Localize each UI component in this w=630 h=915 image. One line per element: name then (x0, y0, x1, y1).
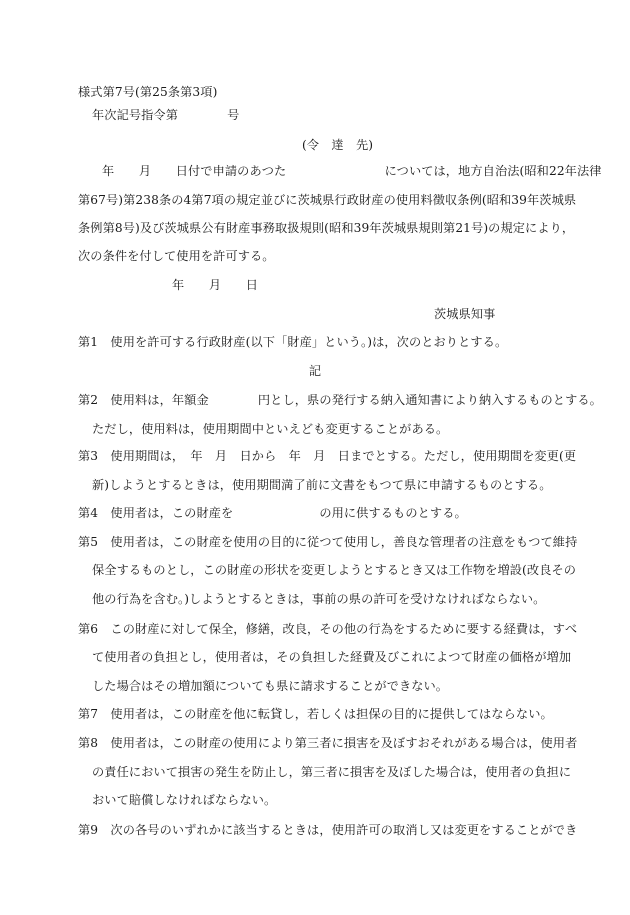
ki-heading: 記 (308, 364, 322, 378)
article-8-continuation: おいて賠償しなければならない。 (92, 793, 277, 807)
article-5-continuation: 保全するものとし，この財産の形状を変更しようとするとき又は工作物を増設(改良その (92, 563, 577, 577)
article-4: 第4 使用者は，この財産を の用に供するものとする。 (78, 506, 467, 520)
article-3-continuation: 新)しようとするときは，使用期間満了前に文書をもつて県に申請するものとする。 (92, 478, 552, 492)
article-2-continuation: ただし，使用料は，使用期間中といえども変更することがある。 (92, 422, 449, 436)
addressee: (令 達 先) (302, 138, 374, 152)
intro-line: 年 月 日付で申請のあつた については，地方自治法(昭和22年法律 (102, 164, 602, 178)
article-5: 第5 使用者は，この財産を使用の目的に従つて使用し，善良な管理者の注意をもつて維持 (78, 535, 578, 549)
reference-number: 年次記号指令第 号 (92, 108, 240, 122)
intro-line: 次の条件を付して使用を許可する。 (78, 249, 275, 263)
article-5-continuation: 他の行為を含む。)しようとするときは，事前の県の許可を受けなければならない。 (92, 592, 546, 606)
intro-line: 条例第8号)及び茨城県公有財産事務取扱規則(昭和39年茨城県規則第21号)の規定により， (78, 221, 575, 235)
article-6-continuation: て使用者の負担とし，使用者は，その負担した経費及びこれによつて財産の価格が増加 (92, 650, 572, 664)
issuer: 茨城県知事 (434, 307, 496, 321)
intro-line: 第67号)第238条の4第7項の規定並びに茨城県行政財産の使用料徴収条例(昭和39年茨城県 (78, 193, 577, 207)
article-7: 第7 使用者は，この財産を他に転貸し，若しくは担保の目的に提供してはならない。 (78, 707, 553, 721)
article-6: 第6 この財産に対して保全，修繕，改良，その他の行為をするために要する経費は，すべ (78, 622, 578, 636)
date-line: 年 月 日 (172, 278, 259, 292)
article-1: 第1 使用を許可する行政財産(以下「財産」という。)は，次のとおりとする。 (78, 335, 508, 349)
form-label: 様式第7号(第25条第3項) (78, 85, 218, 99)
article-2: 第2 使用料は，年額金 円とし，県の発行する納入通知書により納入するものとする。 (78, 393, 602, 407)
article-6-continuation: した場合はその増加額についても県に請求することができない。 (92, 679, 449, 693)
article-9: 第9 次の各号のいずれかに該当するときは，使用許可の取消し又は変更をすることができ (78, 823, 578, 837)
article-3: 第3 使用期間は， 年 月 日から 年 月 日までとする。ただし，使用期間を変更(更 (78, 449, 577, 463)
article-8-continuation: の責任において損害の発生を防止し，第三者に損害を及ぼした場合は，使用者の負担に (92, 765, 572, 779)
article-8: 第8 使用者は，この財産の使用により第三者に損害を及ぼすおそれがある場合は，使用者 (78, 736, 578, 750)
